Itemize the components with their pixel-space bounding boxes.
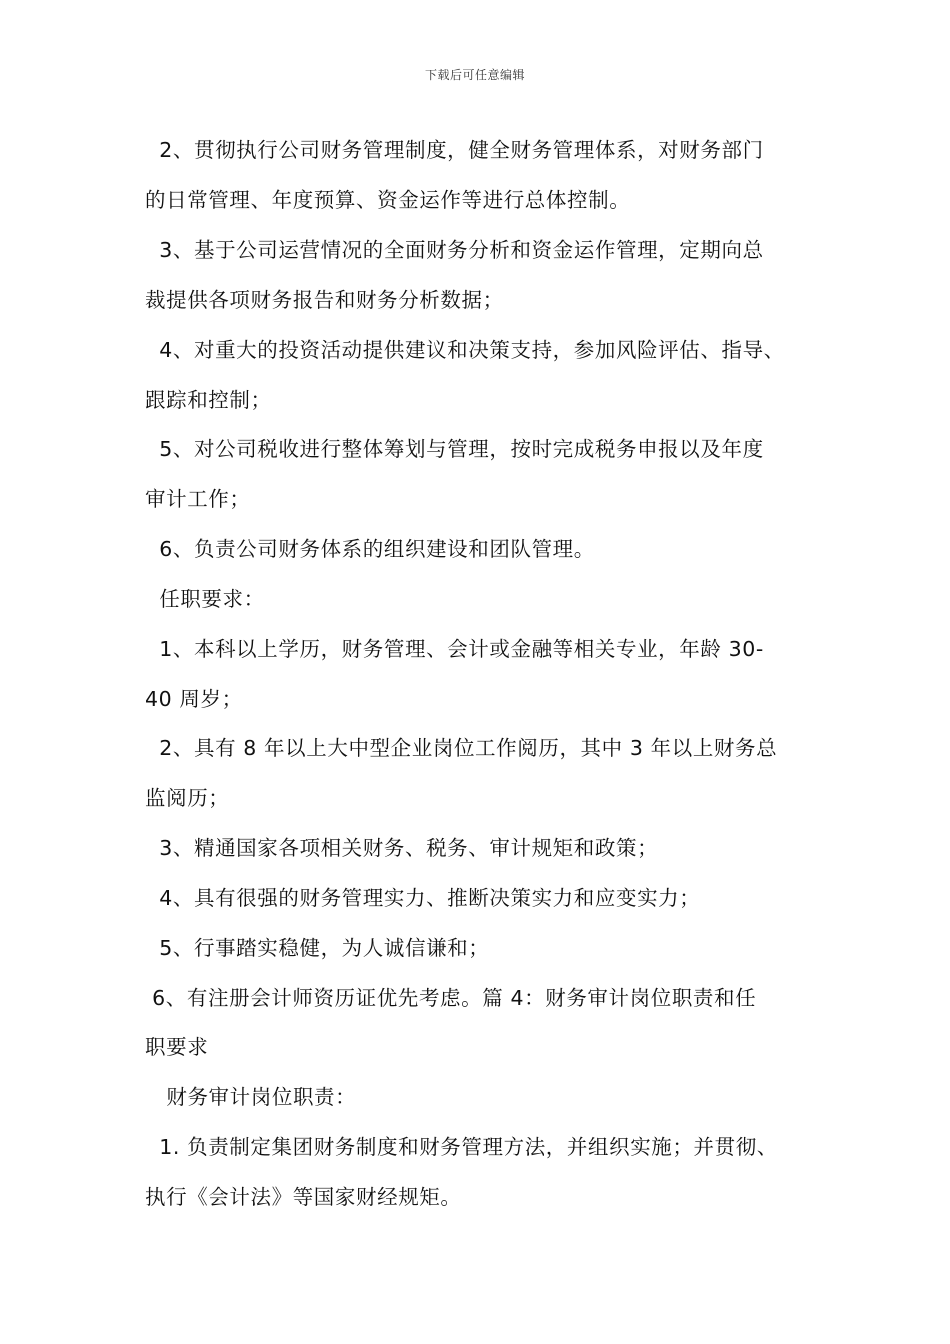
text-line: 6、负责公司财务体系的组织建设和团队管理。 — [145, 537, 595, 561]
section-heading: 任职要求： — [145, 587, 265, 611]
text-line: 2、具有 8 年以上大中型企业岗位工作阅历，其中 3 年以上财务总 — [145, 736, 778, 760]
text-line: 5、行事踏实稳健，为人诚信谦和； — [145, 936, 490, 960]
text-line: 1、本科以上学历，财务管理、会计或金融等相关专业，年龄 30- — [145, 637, 764, 661]
text-line: 4、具有很强的财务管理实力、推断决策实力和应变实力； — [145, 886, 701, 910]
text-line: 跟踪和控制； — [145, 388, 272, 412]
text-line: 1. 负责制定集团财务制度和财务管理方法，并组织实施；并贯彻、 — [145, 1135, 778, 1159]
text-line: 的日常管理、年度预算、资金运作等进行总体控制。 — [145, 188, 631, 212]
text-line: 审计工作； — [145, 487, 251, 511]
text-line: 2、贯彻执行公司财务管理制度，健全财务管理体系，对财务部门 — [145, 138, 764, 162]
text-line: 监阅历； — [145, 786, 230, 810]
text-line: 3、基于公司运营情况的全面财务分析和资金运作管理，定期向总 — [145, 238, 764, 262]
text-line: 5、对公司税收进行整体筹划与管理，按时完成税务申报以及年度 — [145, 437, 764, 461]
text-line: 6、有注册会计师资历证优先考虑。篇 4：财务审计岗位职责和任 — [145, 986, 757, 1010]
text-line: 3、精通国家各项相关财务、税务、审计规矩和政策； — [145, 836, 659, 860]
text-line: 职要求 — [145, 1035, 209, 1059]
text-line: 裁提供各项财务报告和财务分析数据； — [145, 288, 504, 312]
text-line: 40 周岁； — [145, 687, 243, 711]
section-heading: 财务审计岗位职责： — [145, 1085, 357, 1109]
page-header: 下载后可任意编辑 — [424, 68, 525, 82]
text-line: 4、对重大的投资活动提供建议和决策支持，参加风险评估、指导、 — [145, 338, 785, 362]
text-line: 执行《会计法》等国家财经规矩。 — [145, 1185, 462, 1209]
